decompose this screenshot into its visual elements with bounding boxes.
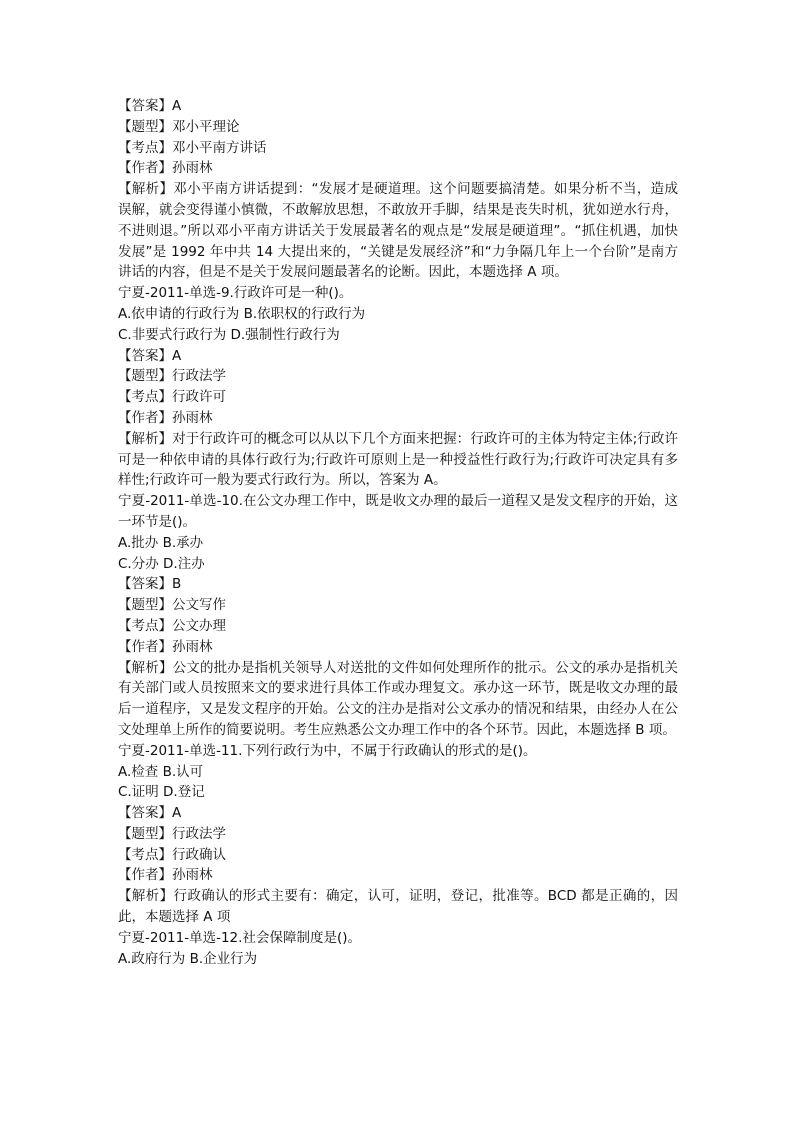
type-line: 【题型】公文写作 [118, 597, 226, 614]
answer-line: 【答案】A [118, 805, 182, 822]
analysis-para: 【解析】行政确认的形式主要有：确定，认可，证明，登记，批准等。BCD 都是正确的，因此，本题选择 A 项 [118, 888, 678, 926]
type-line: 【题型】邓小平理论 [118, 118, 240, 135]
author-line: 【作者】孙雨林 [118, 638, 213, 655]
type-line: 【题型】行政法学 [118, 368, 226, 385]
question-line: 宁夏-2011-单选-10.在公文办理工作中，既是收文办理的最后一道程又是发文程序的开始，这一环节是()。 [118, 493, 678, 530]
analysis-para: 【解析】对于行政许可的概念可以从以下几个方面来把握：行政许可的主体为特定主体;行政许可是一种依申请的具体行政行为;行政许可原则上是一种授益性行政行为;行政许可决定具有多样性;行政许可一般为要式行政行为。所以，答案为 A。 [118, 430, 678, 489]
options-line: A.检查 B.认可 [118, 763, 204, 780]
document-page [118, 96, 678, 969]
answer-line: 【答案】A [118, 347, 182, 364]
point-line: 【考点】邓小平南方讲话 [118, 139, 267, 156]
point-line: 【考点】行政许可 [118, 389, 226, 406]
author-line: 【作者】孙雨林 [118, 867, 213, 884]
question-line: 宁夏-2011-单选-12.社会保障制度是()。 [118, 929, 361, 946]
type-line: 【题型】行政法学 [118, 825, 226, 842]
options-line: C.证明 D.登记 [118, 784, 205, 801]
options-line: C.非要式行政行为 D.强制性行政行为 [118, 326, 340, 343]
question-line: 宁夏-2011-单选-11.下列行政行为中，不属于行政确认的形式的是()。 [118, 742, 537, 759]
point-line: 【考点】行政确认 [118, 846, 226, 863]
answer-line: 【答案】B [118, 576, 182, 593]
options-line: C.分办 D.注办 [118, 555, 205, 572]
analysis-para: 【解析】公文的批办是指机关领导人对送批的文件如何处理所作的批示。公文的承办是指机关有关部门或人员按照来文的要求进行具体工作或办理复文。承办这一环节，既是收文办理的最后一道程序，又是发文程序的开始。公文的注办是指对公文承办的情况和结果，由经办人在公文处理单上所作的简要说明。考生应熟悉公文办理工作中的各个环节。因此，本题选择 B 项。 [118, 659, 678, 738]
options-line: A.批办 B.承办 [118, 534, 204, 551]
answer-line: 【答案】A [118, 98, 182, 114]
analysis-para: 【解析】邓小平南方讲话提到：“发展才是硬道理。这个问题要搞清楚。如果分析不当，造成误解，就会变得谨小慎微，不敢解放思想，不敢放开手脚，结果是丧失时机，犹如逆水行舟，不进则退。”所以邓小平南方讲话关于发展最著名的观点是“发展是硬道理”。“抓住机遇，加快发展”是 1992 年中共 14 大提出来的，“关键是发展经济”和“力争隔几年上一个台阶”是南方讲话的内容，但是不是关于发展问题最著名的论断。因此，本题选择 A 项。 [118, 181, 678, 281]
options-line: A.依申请的行政行为 B.依职权的行政行为 [118, 305, 366, 322]
point-line: 【考点】公文办理 [118, 617, 226, 634]
author-line: 【作者】孙雨林 [118, 409, 213, 426]
options-line: A.政府行为 B.企业行为 [118, 950, 258, 967]
question-line: 宁夏-2011-单选-9.行政许可是一种()。 [118, 285, 353, 302]
author-line: 【作者】孙雨林 [118, 160, 213, 177]
